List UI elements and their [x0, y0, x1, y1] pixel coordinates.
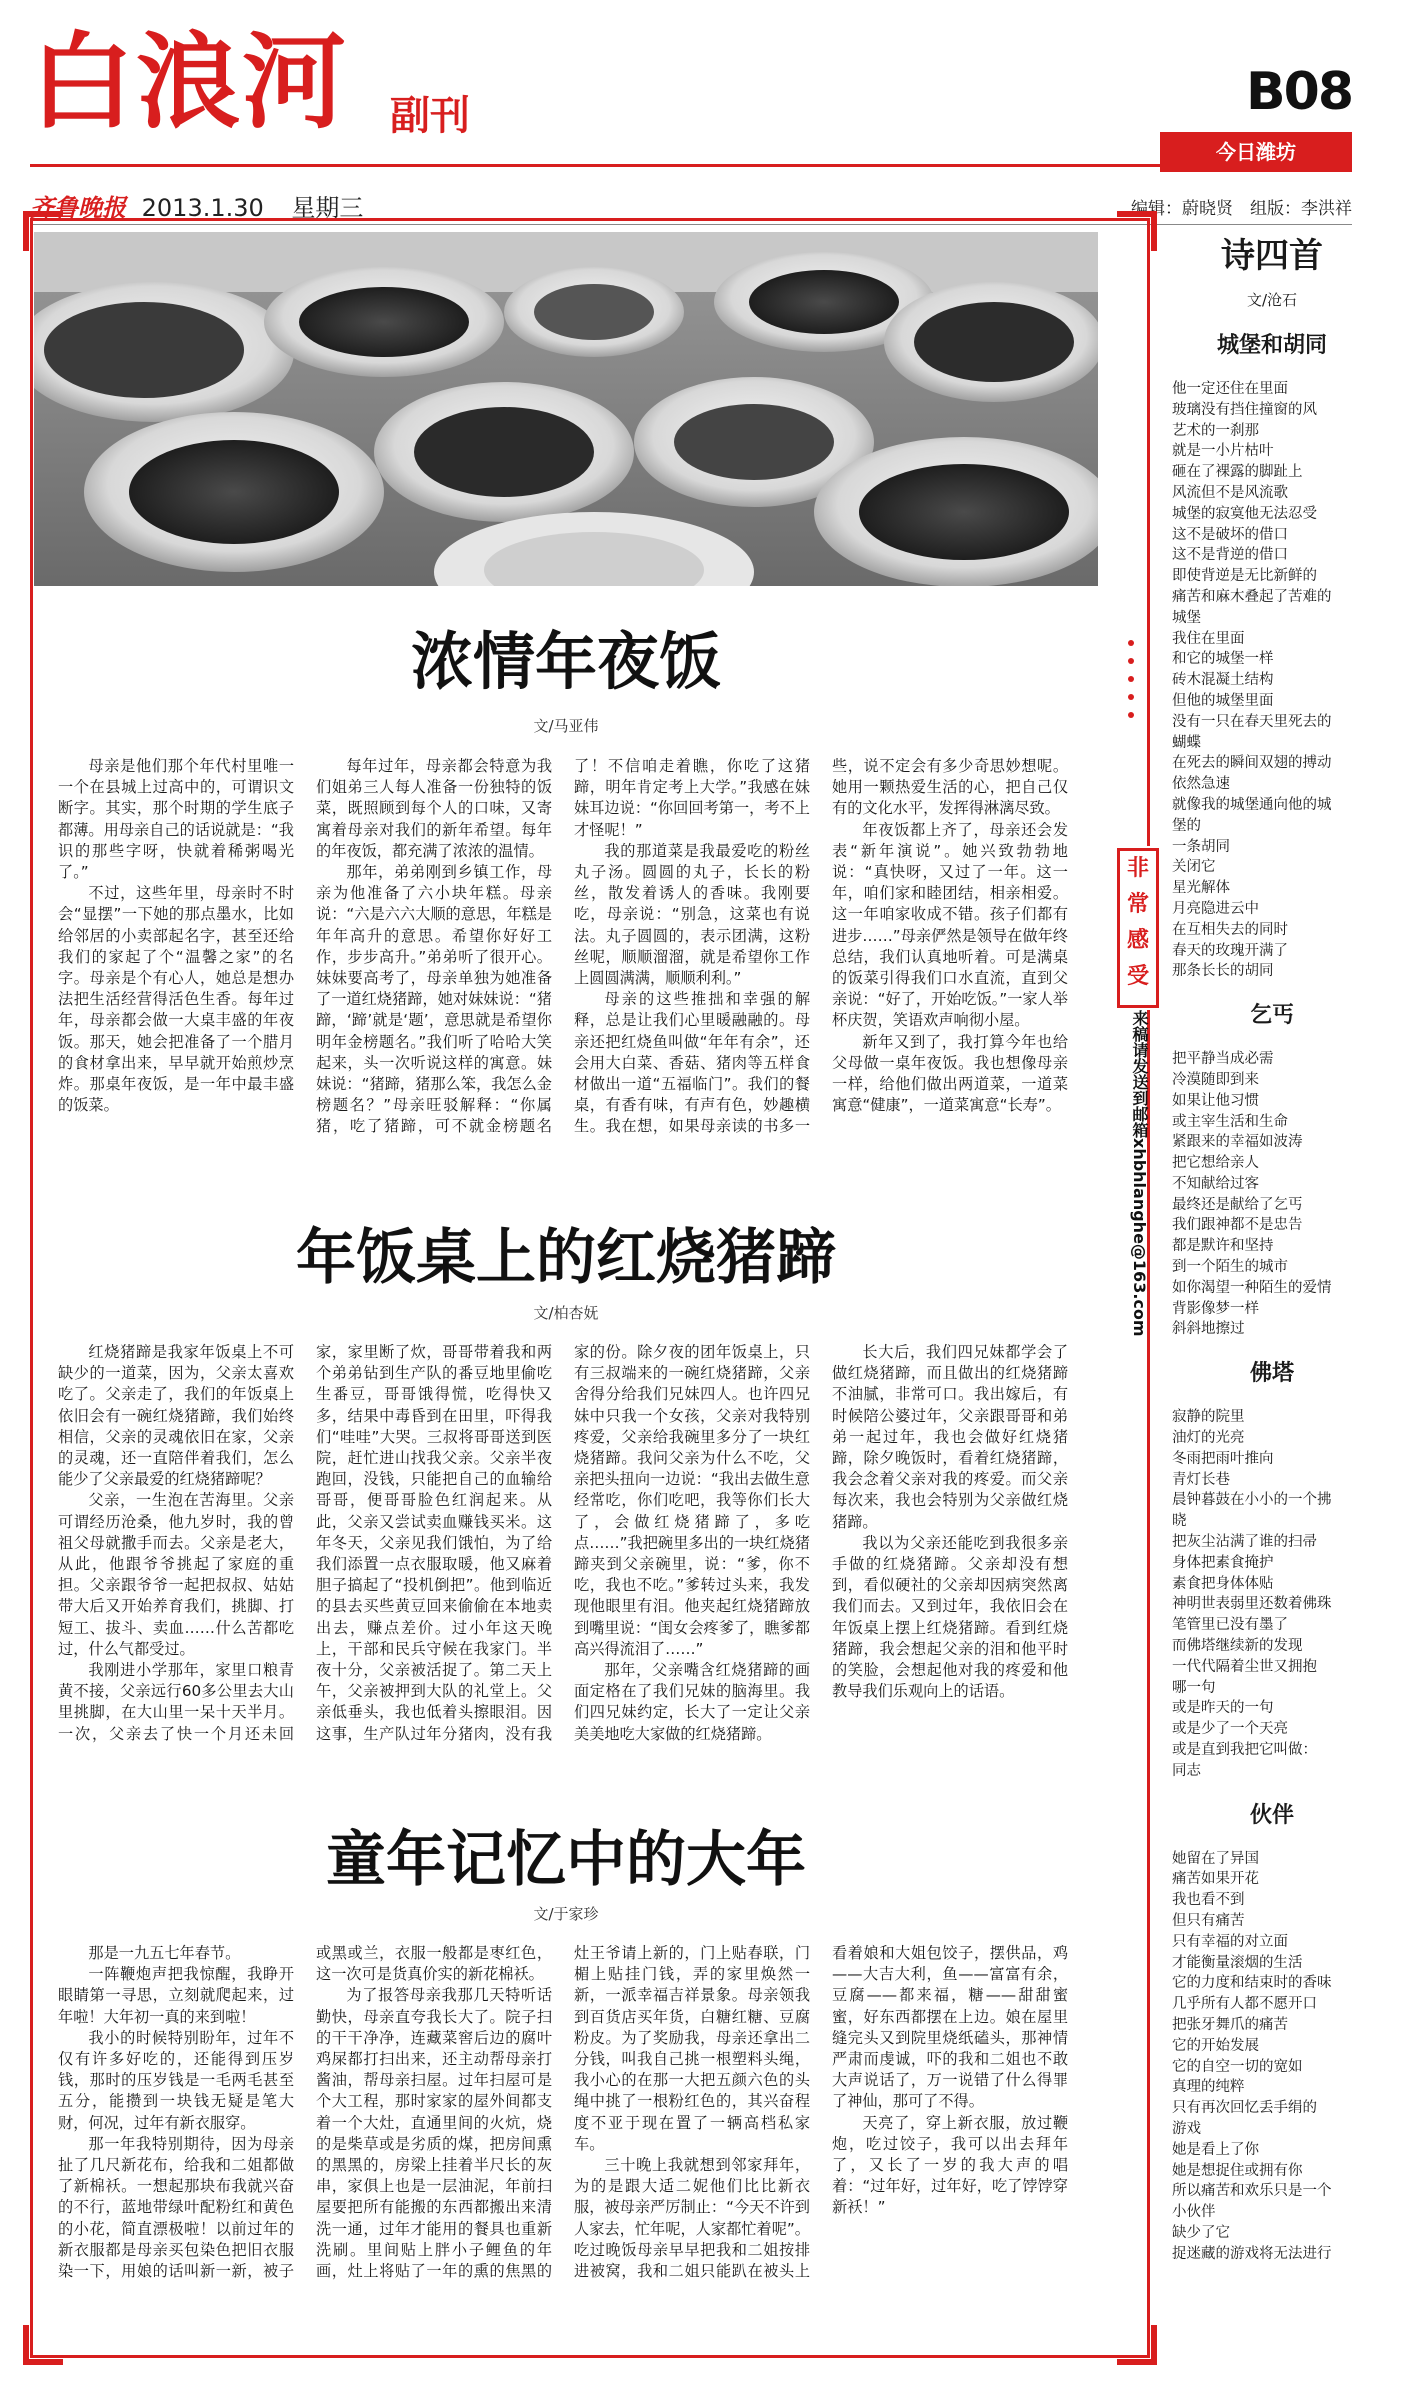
- poem-line: 所以痛苦和欢乐只是一个: [1172, 2183, 1332, 2200]
- poem-line: 我们跟神都不是忠告: [1172, 1217, 1303, 1234]
- poem-line: 这不是背逆的借口: [1172, 547, 1288, 564]
- poem-line: 如果让他习惯: [1172, 1092, 1259, 1109]
- paragraph: 长大后，我们四兄妹都学会了做红烧猪蹄，而且做出的红烧猪蹄不油腻，非常可口。我出嫁后，有时候陪公婆过年，父亲跟哥哥和弟弟一起过年，我也会做好红烧猪蹄，除夕晚饭时，看着红烧猪蹄，我会念着父亲对我的疼爱。而父亲每次来，我也会特别为父亲做红烧猪蹄。: [832, 1343, 1068, 1531]
- poem-line: 不知献给过客: [1172, 1175, 1259, 1192]
- poem-line: 月亮隐进云中: [1172, 900, 1259, 917]
- dot: [1128, 712, 1134, 718]
- poem-line: 痛苦和麻木叠起了苦难的: [1172, 588, 1332, 605]
- dot: [1128, 640, 1134, 646]
- masthead-rule: [30, 164, 1170, 167]
- poem-title: 佛塔: [1249, 1361, 1294, 1387]
- poem-line: 或是昨天的一句: [1172, 1700, 1274, 1717]
- paragraph: 那是一九五七年春节。: [88, 1944, 241, 1962]
- poem-line: 星光解体: [1172, 880, 1230, 897]
- paragraph: 每年过年，母亲都会特意为我们姐弟三人每人准备一份独特的饭菜，既照顾到每个人的口味，又寄寓着母亲对我们的新年希望。每年的年夜饭，都充满了浓浓的温情。: [316, 757, 552, 860]
- paragraph: 那年，弟弟刚到乡镇工作，母亲为他准备了六小块年糕。母亲说：“六是六六大顺的意思，年糕是年年高升的意思。希望你好好工作，步步高升。”弟弟听了很开心。妹妹要高考了，母亲单独为她准备了一道红烧猪蹄，她对妹妹说：“猪蹄，‘蹄’就是‘题’，意思就是希望你明年金榜题名。”我们听了哈哈大笑起来，头一次听说这样的寓意。妹妹说：“猪蹄，猪那么笨，我怎么金榜题名？”母亲旺驳解释：“你属猪，吃了猪蹄，可不就金榜题名了！不信咱走着瞧，你吃了这猪蹄，明年肯定考上大学。”我感在妹妹耳边说：“你回回考第一，考不上才怪呢！”: [316, 757, 810, 1136]
- article-title: 浓情年夜饭: [410, 625, 721, 698]
- dot: [1128, 676, 1134, 682]
- issue-date: 2013.1.30: [141, 194, 264, 222]
- poem-line: 哪一句: [1172, 1679, 1216, 1696]
- article-title: 童年记忆中的大年: [326, 1825, 806, 1895]
- article-title: 年饭桌上的红烧猪蹄: [296, 1223, 836, 1293]
- poem-line: 城堡: [1172, 609, 1201, 626]
- poem-line: 同志: [1172, 1762, 1201, 1779]
- poem-line: 砸在了裸露的脚趾上: [1172, 464, 1303, 481]
- poem-line: 我也看不到: [1172, 1892, 1245, 1909]
- poem-body: [1172, 1849, 1372, 2265]
- masthead: [30, 20, 1390, 222]
- poem-line: 没有一只在春天里死去的: [1172, 713, 1332, 730]
- poem-line: 才能衡量滚烟的生活: [1172, 1954, 1303, 1971]
- article-body: [58, 756, 1068, 1194]
- poem-line: 笔管里已没有墨了: [1172, 1617, 1288, 1634]
- poem-body: [1172, 1049, 1372, 1340]
- poem-line: 青灯长巷: [1172, 1471, 1230, 1488]
- poem-line: 它的开始发展: [1172, 2037, 1259, 2054]
- poem-line: 和它的城堡一样: [1172, 651, 1274, 668]
- poems-title: 诗四首: [1221, 236, 1323, 276]
- article-byline: 文/于家珍: [533, 1905, 599, 1923]
- poem-line: 到一个陌生的城市: [1172, 1259, 1288, 1276]
- poem-line: 这不是破坏的借口: [1172, 526, 1288, 543]
- poem-line: 一代代隔着尘世又拥抱: [1172, 1658, 1317, 1675]
- paragraph: 母亲的这些推拙和幸强的解释，总是让我们心里暖融融的。母亲还把红烧鱼叫做“年年有余”，还会用大白菜、香菇、猪肉等五样食材做出一道“五福临门”。我们的餐桌，有香有味，有声有色，妙趣横生。我在想，如果母亲读的书多一些，说不定会有多少奇思妙想呢。她用一颗热爱生活的心，把自己仅有的文化水平，发挥得淋漓尽致。: [574, 757, 1068, 1136]
- submission-note: 来稿请发送到邮箱xhbhlanghe@163.com: [1130, 1010, 1149, 1337]
- poem-line: 把灰尘沾满了谁的扫帚: [1172, 1534, 1317, 1551]
- poem-title: 城堡和胡同: [1216, 333, 1327, 358]
- poem-line: 小伙伴: [1172, 2204, 1216, 2221]
- frame-corner: [23, 2325, 63, 2365]
- paper-logo: 齐鲁晚报: [30, 193, 126, 222]
- page-code: B08: [1246, 62, 1352, 122]
- article-body: [58, 1943, 1068, 2343]
- poem-line: 紧跟来的幸福如波涛: [1172, 1134, 1303, 1151]
- poem-line: 玻璃没有挡住撞窗的风: [1172, 401, 1317, 418]
- tag-char: 受: [1126, 964, 1149, 989]
- poem-line: 晨钟暮鼓在小小的一个拂: [1172, 1492, 1332, 1509]
- poem-line: 神明世表弱里还数着佛珠: [1172, 1596, 1332, 1613]
- poem-line: 蝴蝶: [1172, 734, 1201, 751]
- paragraph: 不过，这些年里，母亲时不时会“显摆”一下她的那点墨水，比如给邻居的小卖部起名字，甚至还给我们的家起了个“温馨之家”的名字。母亲是个有心人，她总是想办法把生活经营得活色生香。每年过年，母亲都会做一大桌丰盛的年夜饭。那天，她会把准备了一个腊月的食材拿出来，早早就开始煎炒烹炸。那桌年夜饭，是一年中最丰盛的饭菜。: [58, 884, 294, 1115]
- poem-line: 关闭它: [1172, 859, 1216, 876]
- paragraph: 我以为父亲还能吃到我很多亲手做的红烧猪蹄。父亲却没有想到，看似硬社的父亲却因病突然离我们而去。又到过年，我依旧会在年饭桌上摆上红烧猪蹄。看到红烧猪蹄，我会想起父亲的泪和他平时的笑脸，会想起他对我的疼爱和他教导我们乐观向上的话语。: [832, 1533, 1068, 1701]
- poem-line: 堡的: [1172, 817, 1201, 834]
- paragraph: 父亲，一生泡在苦海里。父亲可谓经历沧桑，他九岁时，我的曾祖父母就撒手而去。父亲是老大，从此，他跟爷爷挑起了家庭的重担。父亲跟爷爷一起把叔叔、姑姑带大后又开始养育我们，挑脚、打短工、拔斗、卖血……什么苦都吃过，什么气都受过。: [58, 1491, 294, 1658]
- poem-line: 她是看上了你: [1172, 2141, 1259, 2158]
- poem-line: 把平静当成必需: [1172, 1051, 1274, 1068]
- poem-line: 他一定还住在里面: [1172, 381, 1288, 397]
- paragraph: 天亮了，穿上新衣服，放过鞭炮，吃过饺子，我可以出去拜年了，又长了一岁的我大声的唱着：“过年好，过年好，吃了饽饽穿新袄！”: [832, 2113, 1068, 2217]
- poem-line: 或是少了一个天亮: [1172, 1721, 1288, 1738]
- tag-char: 常: [1126, 892, 1149, 917]
- poem-line: 斜斜地擦过: [1172, 1321, 1245, 1338]
- frame-corner: [1117, 211, 1157, 251]
- poem-line: 它的自空一切的宽如: [1172, 2058, 1303, 2075]
- poem-line: 游戏: [1172, 2120, 1201, 2137]
- poem-line: 一条胡同: [1172, 838, 1230, 855]
- paragraph: 年夜饭都上齐了，母亲还会发表“新年演说”。她兴致勃勃地说：“真快呀，又过了一年。这一年，咱们家和睦团结，相亲相爱。这一年咱家收成不错。孩子们都有进步……”母亲俨然是领导在做年终总结，我们认真地听着。可是满桌的饭菜引得我们口水直流，直到父亲说：“好了，开始吃饭。”一家人举杯庆贺，笑语欢声响彻小屋。: [832, 820, 1068, 1030]
- tag-char: 非: [1126, 856, 1149, 881]
- paragraph: 母亲是他们那个年代村里唯一一个在县城上过高中的，可谓识文断字。其实，那个时期的学生底子都薄。用母亲自己的话说就是：“我识的那些字呀，快就着稀粥喝光了。”: [58, 757, 294, 882]
- poem-line: 艺术的一刹那: [1172, 422, 1259, 439]
- poem-line: 或是直到我把它叫做：: [1172, 1742, 1317, 1759]
- poem-line: 她是想捉住或拥有你: [1172, 2162, 1303, 2179]
- poem-line: 身体把素食掩护: [1172, 1554, 1274, 1571]
- poem-line: 只有再次回忆丢手绢的: [1172, 2100, 1317, 2117]
- tag-char: 感: [1126, 928, 1149, 953]
- poem-line: 但他的城堡里面: [1172, 692, 1274, 709]
- poem-title: 乞丐: [1249, 1003, 1294, 1029]
- dot: [1128, 658, 1134, 664]
- paragraph: 我的那道菜是我最爱吃的粉丝丸子汤。圆圆的丸子，长长的粉丝，散发着诱人的香味。我刚要吃，母亲说：“别急，这菜也有说法。丸子圆圆的，表示团满，这粉丝呢，顺顺溜溜，就是希望你工作上圆圆满满，顺顺利利。”: [574, 841, 810, 988]
- poem-body: [1172, 1407, 1372, 1781]
- article-byline: 文/柏杏妩: [533, 1304, 599, 1322]
- paragraph: 那一年我特别期待，因为母亲扯了几尺新花布，给我和二姐都做了新棉袄。一想起那块布我就兴奋的不行，蓝地带绿叶配粉红和黄色的小花，简直漂极啦！以前过年的新衣服都是母亲买包染色把旧衣服染一下，用娘的话叫新一新，被子或黑或兰，衣服一般都是枣红色，这一次可是货真价实的新花棉袄。: [58, 1944, 552, 2281]
- poem-line: 它的力度和结束时的香味: [1172, 1975, 1332, 1992]
- poem-line: 就是一小片枯叶: [1172, 443, 1274, 460]
- poem-body: [1172, 379, 1372, 982]
- poem-line: 她留在了异国: [1172, 1850, 1259, 1867]
- paragraph: 我刚进小学那年，家里口粮青黄不接，父亲远行60多公里去大山里挑脚，在大山里一呆十天半月。一次，父亲去了快一个月还未回家，家里断了炊，哥哥带着我和两个弟弟钻到生产队的番豆地里偷吃生番豆，哥哥饿得慌，吃得快又多，结果中毒昏到在田里，吓得我们“哇哇”大哭。三叔将哥哥送到医院，赶忙进山找我父亲。父亲半夜跑回，没钱，只能把自己的血输给哥哥，便哥哥脸色红润起来。从此，父亲又尝试卖血赚钱买米。这年冬天，父亲见我们饿怕，为了给我们添置一点衣服取暖，他又麻着胆子搞起了“投机倒把”。他到临近的县去买些黄豆回来偷偷在本地卖出去，赚点差价。过小年这天晚上，干部和民兵守候在我家门。半夜十分，父亲被活捉了。第二天上午，父亲被押到大队的礼堂上。父亲低垂头，我也低着头擦眼泪。因这事，生产队过年分猪肉，没有我家的份。除夕夜的团年饭桌上，只有三叔端来的一碗红烧猪蹄，父亲舍得分给我们兄妹四人。也许四兄妹中只我一个女孩，父亲对我特别疼爱，父亲给我碗里多分了一块红烧猪蹄。我问父亲为什么不吃，父亲把头扭向一边说：“我出去做生意经常吃，你们吃吧，我等你们长大了，会做红烧猪蹄了，多吃点……”我把碗里多出的一块红烧猪蹄夹到父亲碗里，说：“爹，你不吃，我也不吃。”爹转过头来，我发现他眼里有泪。他夹起红烧猪蹄放到嘴里说：“闺女会疼爹了，瞧爹都高兴得流泪了……”: [58, 1343, 810, 1743]
- poem-line: 就像我的城堡通向他的城: [1172, 796, 1332, 813]
- editors-credit: 编辑：蔚晓贤 组版：李洪祥: [1131, 199, 1352, 219]
- poem-line: 都是默许和坚持: [1172, 1238, 1274, 1255]
- frame-corner: [1117, 2325, 1157, 2365]
- poem-list: [1172, 328, 1372, 2265]
- poem-line: 痛苦如果开花: [1172, 1871, 1259, 1888]
- poem-line: 寂静的院里: [1172, 1409, 1245, 1426]
- section-subtitle: 副刊: [390, 93, 470, 139]
- poem-line: 但只有痛苦: [1172, 1913, 1245, 1929]
- section-label: 今日潍坊: [1160, 132, 1352, 172]
- poem-line: 砖木混凝土结构: [1172, 672, 1274, 689]
- poem-line: 冬雨把雨叶推向: [1172, 1450, 1274, 1467]
- poem-line: 只有幸福的对立面: [1172, 1933, 1288, 1950]
- newspaper-section-title: 白浪河: [30, 20, 349, 143]
- poem-line: 或主宰生活和生命: [1172, 1113, 1288, 1130]
- paragraph: 红烧猪蹄是我家年饭桌上不可缺少的一道菜，因为，父亲太喜欢吃了。父亲走了，我们的年饭桌上依旧会有一碗红烧猪蹄，我们始终相信，父亲的灵魂依旧在家，父亲的灵魂，还一直陪伴着我们，怎么能少了父亲最爱的红烧猪蹄呢？: [58, 1343, 294, 1489]
- poem-line: 春天的玫瑰开满了: [1172, 942, 1288, 959]
- poem-line: 最终还是献给了乞丐: [1172, 1196, 1303, 1213]
- poem-line: 那条长长的胡同: [1172, 963, 1274, 980]
- poem-line: 在互相失去的同时: [1172, 921, 1288, 938]
- paragraph: 新年又到了，我打算今年也给父母做一桌年夜饭。我也想像母亲一样，给他们做出两道菜，一道菜寓意“健康”，一道菜寓意“长寿”。: [832, 1032, 1068, 1115]
- poem-line: 油灯的光亮: [1172, 1430, 1245, 1447]
- column-tag: [1117, 848, 1159, 1008]
- poem-line: 在死去的瞬间双翅的搏动: [1172, 755, 1332, 772]
- poem-line: 风流但不是风流歌: [1172, 484, 1288, 501]
- article-body: [58, 1342, 1068, 1787]
- feast-photo: [34, 232, 1098, 586]
- paragraph: 那年，父亲嘴含红烧猪蹄的画面定格在了我们兄妹的脑海里。我们四兄妹约定，长大了一定让父亲美美地吃大家做的红烧猪蹄。: [574, 1661, 810, 1743]
- poem-title: 伙伴: [1249, 1802, 1294, 1828]
- poem-line: 我住在里面: [1172, 630, 1245, 647]
- poem-line: 把张牙舞爪的痛苦: [1172, 2016, 1288, 2033]
- poems-column: [1172, 218, 1372, 2358]
- poem-line: 而佛塔继续新的发现: [1172, 1638, 1303, 1655]
- paragraph: 一阵鞭炮声把我惊醒，我睁开眼睛第一寻思，立刻就爬起来，过年啦！大年初一真的来到啦！: [58, 1965, 294, 2026]
- decorative-dots: [1128, 640, 1136, 840]
- poem-line: 背影像梦一样: [1172, 1300, 1259, 1317]
- paragraph: 我小的时候特别盼年，过年不仅有许多好吃的，还能得到压岁钱，那时的压岁钱是一毛两毛甚至五分，能攒到一块钱无疑是笔大财，何况，过年有新衣服穿。: [58, 2028, 294, 2132]
- poem-line: 依然急速: [1172, 776, 1230, 793]
- poem-line: 把它想给亲人: [1172, 1155, 1259, 1172]
- poem-line: 晓: [1172, 1513, 1187, 1530]
- feast-photo-image: [34, 232, 1098, 586]
- issue-weekday: 星期三: [291, 194, 364, 222]
- poem-line: 城堡的寂寞他无法忍受: [1172, 505, 1317, 522]
- dot: [1128, 694, 1134, 700]
- poem-line: 冷漠随即到来: [1172, 1071, 1259, 1088]
- poem-line: 缺少了它: [1172, 2224, 1230, 2241]
- poem-line: 如你渴望一种陌生的爱情: [1172, 1279, 1332, 1296]
- paragraph: 三十晚上我就想到邻家拜年，为的是跟大适二妮他们比比新衣服，被母亲严厉制止：“今天不许到人家去，忙年呢，人家都忙着呢”。吃过晚饭母亲早早把我和二姐按排进被窝，我和二姐只能趴在被头上看着娘和大姐包饺子，摆供品，鸡——大吉大利，鱼——富富有余，豆腐——都来福，糖——甜甜蜜蜜，好东西都摆在上边。娘在屋里缝完头又到院里烧纸磕头，那神情严肃而虔诚，吓的我和二姐也不敢大声说话了，万一说错了什么得罪了神仙，那可了不得。: [574, 1944, 1068, 2281]
- poems-author: 文/沧石: [1246, 291, 1298, 309]
- paragraph: 为了报答母亲我那几天特听话勤快，母亲直夸我长大了。院子扫的干干净净，连藏菜窖后边的腐叶鸡屎都打扫出来，还主动帮母亲打酱油，帮母亲扫屋。过年扫屋可是个大工程，那时家家的屋外间都支着一个大灶，直通里间的火炕，烧的是柴草或是劣质的煤，把房间熏的黑黑的，房梁上挂着半尺长的灰串，家俱上也是一层油泥，年前扫屋要把所有能搬的东西都搬出来清洗一通，过年才能用的餐具也重新洗刷。里间贴上胖小子鲤鱼的年画，灶上将贴了一年的熏的焦黑的灶王爷请上新的，门上贴春联，门楣上贴挂门钱，弄的家里焕然一新，一派幸福吉祥景象。母亲领我到百货店买年货，白糖红糖、豆腐粉皮。为了奖励我，母亲还拿出二分钱，叫我自己挑一根塑料头绳，我小心的在那一大把五颜六色的头绳中挑了一根粉红色的，其兴奋程度不亚于现在置了一辆高档私家车。: [316, 1944, 810, 2281]
- article-byline: 文/马亚伟: [533, 717, 599, 735]
- poem-line: 即使背逆是无比新鲜的: [1172, 568, 1317, 585]
- poem-line: 捉迷藏的游戏将无法进行: [1172, 2245, 1332, 2262]
- poem-line: 真理的纯粹: [1172, 2079, 1245, 2096]
- poem-line: 几乎所有人都不愿开口: [1172, 1996, 1317, 2013]
- poem-line: 素食把身体体贴: [1172, 1575, 1274, 1592]
